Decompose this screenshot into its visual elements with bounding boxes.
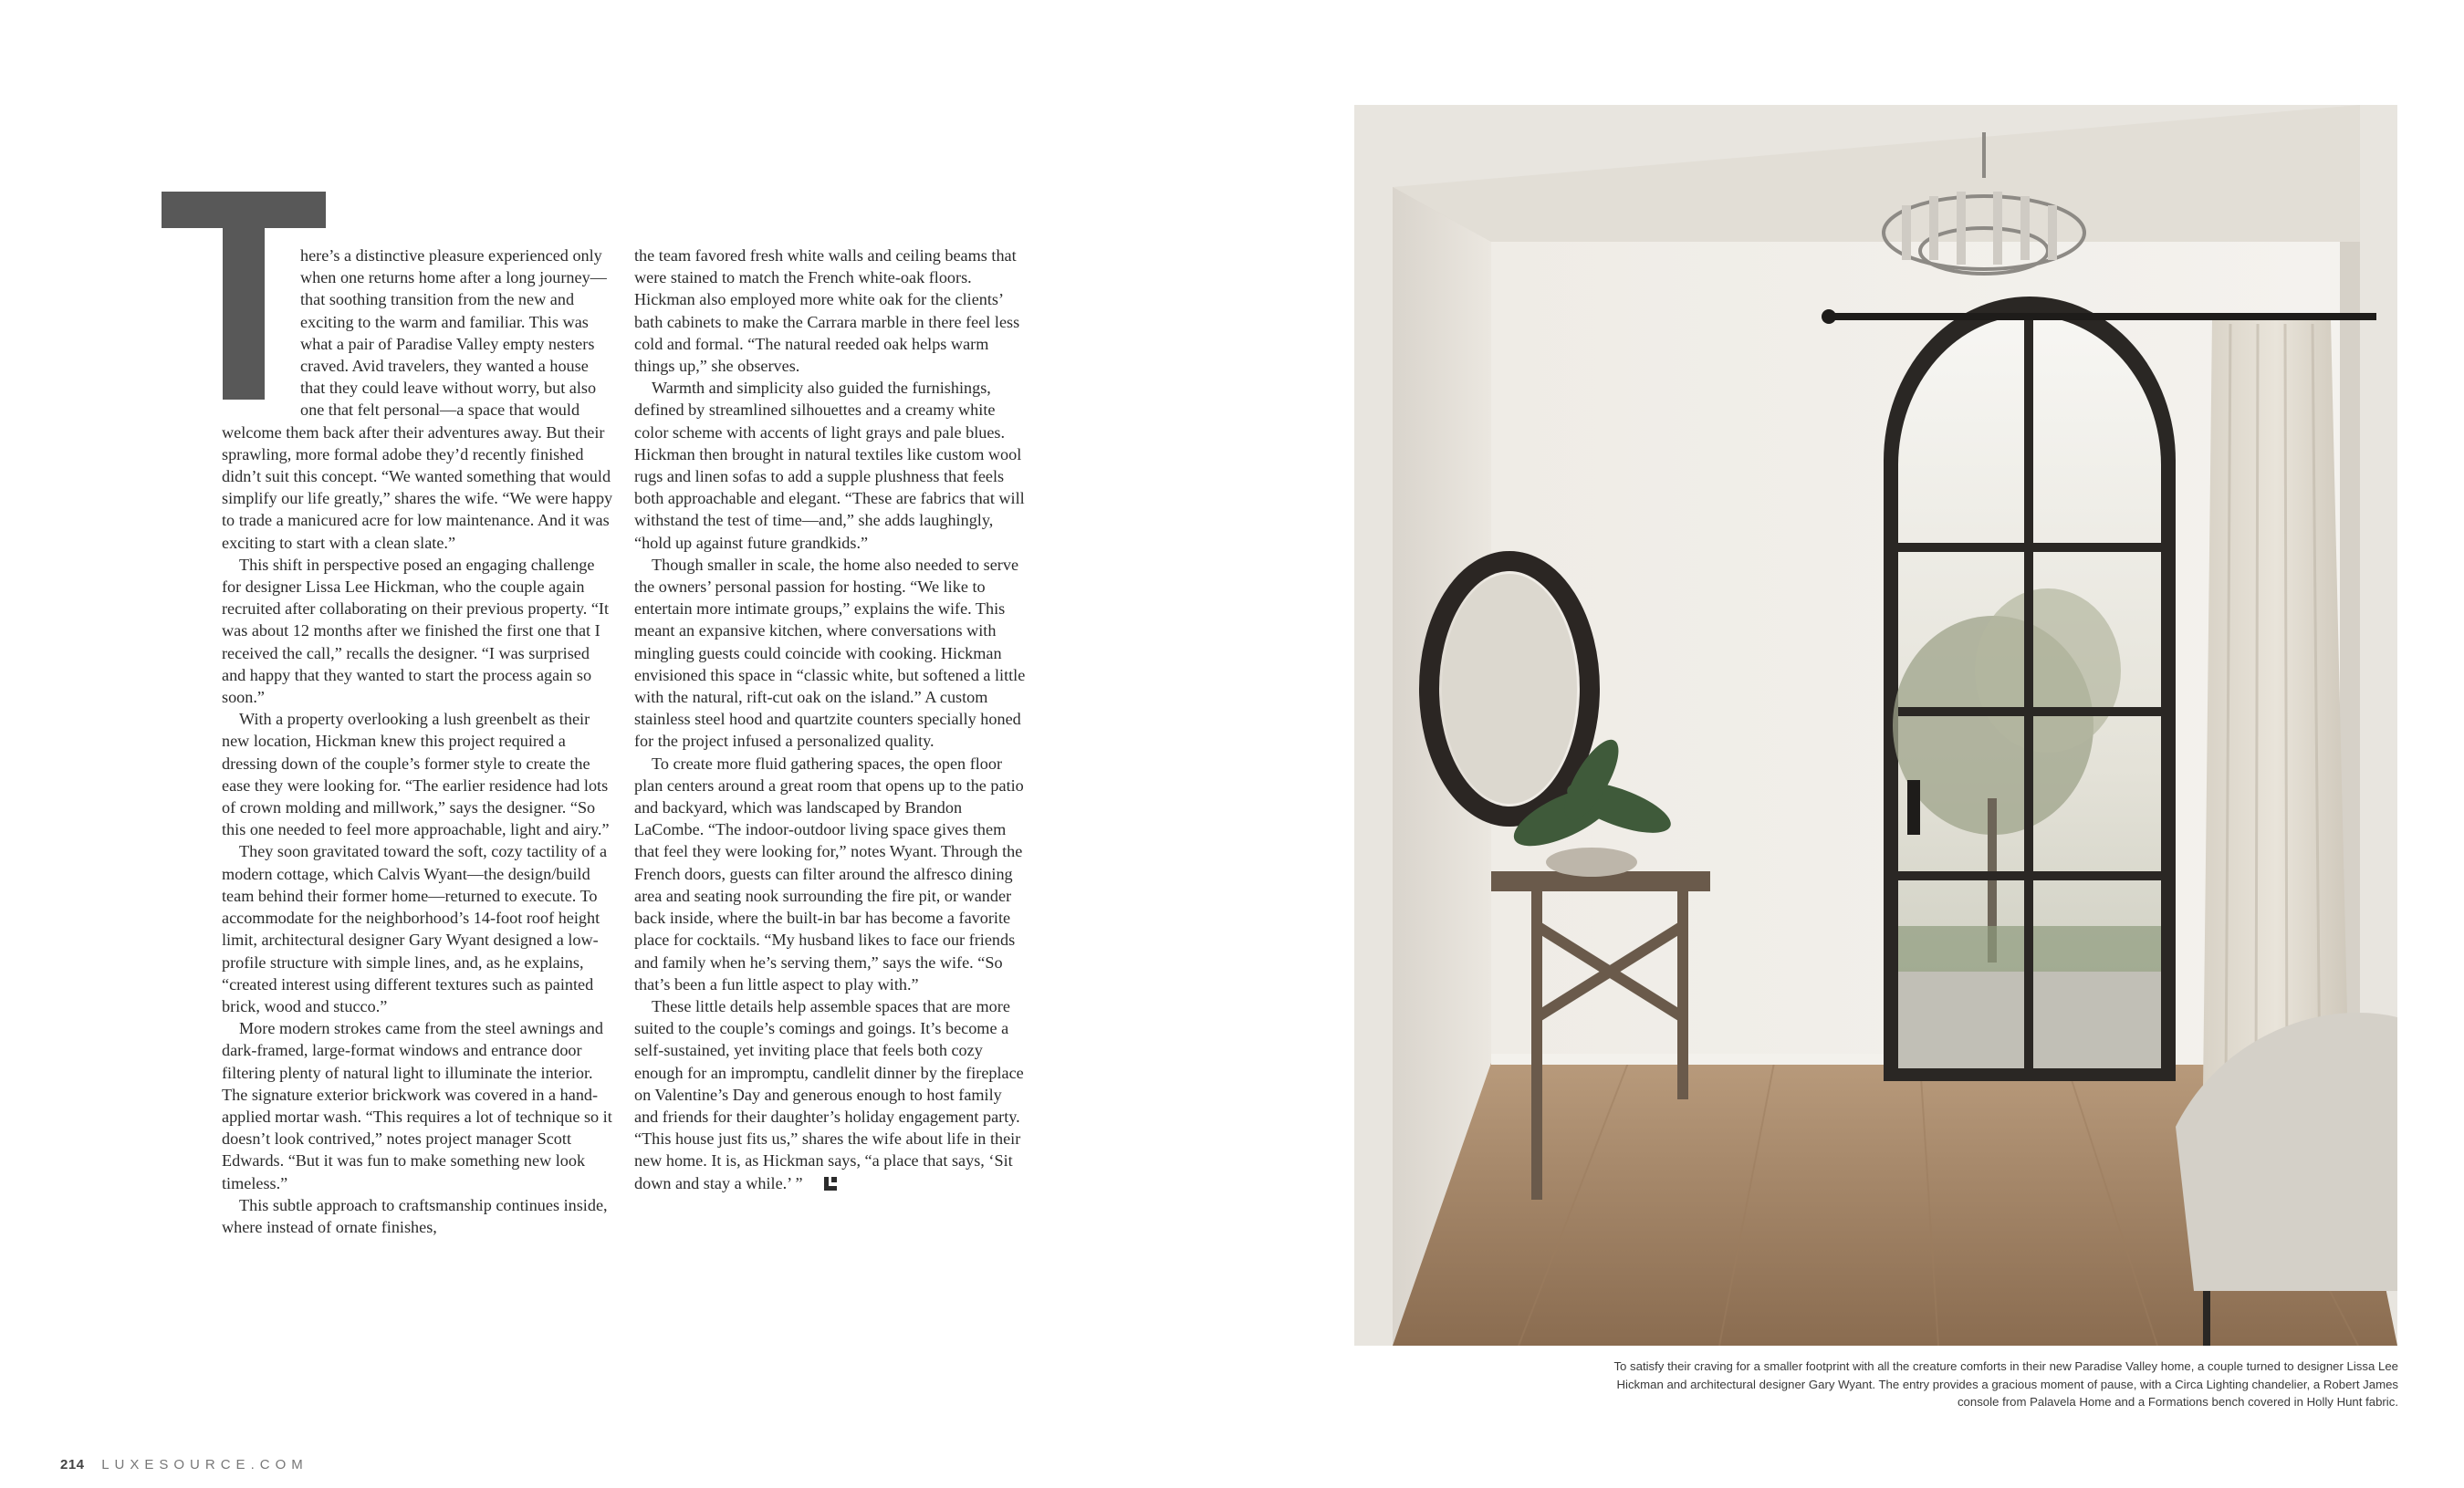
photo-caption: To satisfy their craving for a smaller footprint with all the creature comforts in their new Paradise Valley home, a couple turned to designer Lissa Lee Hickman and architectural designer Gary Wyant. The entry provides a gracious moment of pause, with a Circa Lighting chandelier, a Robert James console from Palavela Home and a Formations bench covered in Holly Hunt fabric.: [1613, 1359, 2398, 1409]
paragraph: here’s a distinctive pleasure experienced only when one returns home after a long journey—that soothing transition from the new and exciting to the warm and familiar. This was what a pair of Paradise Valley empty nesters craved. Avid travelers, they wanted a house that they could leave without worry, but also one that felt personal—a space that would welcome them back after their adventures away. But their sprawling, more formal adobe they’d recently finished didn’t suit this concept. “We wanted something that would simplify our life greatly,” shares the wife. “We were happy to trade a manicured acre for low maintenance. And it was exciting to start with a clean slate.”: [222, 246, 613, 552]
paragraph: They soon gravitated toward the soft, cozy tactility of a modern cottage, which Calvis Wyant—the design/build team behind their former home—returned to execute. To accommodate for the neighborhood’s 14-foot roof height limit, architectural designer Gary Wyant designed a low-profile structure with simple lines, and, as he explains, “created interest using different textures such as painted brick, wood and stucco.”: [222, 842, 608, 1015]
paragraph: This subtle approach to craftsmanship continues inside, where instead of ornate finishes,: [222, 1195, 608, 1236]
page-number: 214: [60, 1457, 85, 1472]
paragraph: With a property overlooking a lush greenbelt as their new location, Hickman knew this project required a dressing down of the couple’s former style to create the ease they were looking for. “The earlier residence had lots of crown molding and millwork,” says the designer. “So this one needed to feel more approachable, light and airy.”: [222, 710, 610, 839]
paragraph: Warmth and simplicity also guided the furnishings, defined by streamlined silhouettes and a creamy white color scheme with accents of light grays and pale blues. Hickman then brought in natural textiles like custom wool rugs and linen sofas to add a supple plushness that feels both approachable and elegant. “These are fabrics that will withstand the test of time—and,” she adds laughingly, “hold up against future grandkids.”: [634, 379, 1025, 552]
article-column-1: [222, 245, 614, 1238]
entry-photo: [1354, 105, 2397, 1346]
paragraph: These little details help assemble spaces that are more suited to the couple’s comings and goings. It’s become a self-sustained, yet inviting place that feels both cozy enough for an impromptu, candlelit dinner by the fireplace on Valentine’s Day and generous enough to host family and friends for their daughter’s holiday engagement party. “This house just fits us,” shares the wife about life in their new home. It is, as Hickman says, “a place that says, ‘Sit down and stay a while.’ ”: [634, 996, 1024, 1192]
dropcap-wrap-space: [222, 241, 300, 414]
paragraph: the team favored fresh white walls and ceiling beams that were stained to match the French white-oak floors. Hickman also employed more white oak for the clients’ bath cabinets to make the Carrara marble in there feel less cold and formal. “The natural reeded oak helps warm things up,” she observes.: [634, 246, 1020, 376]
page-footer: [60, 1457, 308, 1472]
publication-brand: LUXESOURCE.COM: [101, 1457, 308, 1472]
paragraph: This shift in perspective posed an engaging challenge for designer Lissa Lee Hickman, who the couple again recruited after collaborating on their previous property. “It was about 12 months after we finished the first one that I received the call,” recalls the designer. “I was surprised and happy that they wanted to start the process again so soon.”: [222, 555, 610, 707]
end-of-article-icon: [807, 1174, 820, 1188]
article-column-2: [634, 245, 1027, 1194]
paragraph: Though smaller in scale, the home also needed to serve the owners’ personal passion for hosting. “We like to entertain more intimate groups,” explains the wife. This meant an expansive kitchen, where conversations with mingling guests could coincide with cooking. Hickman envisioned this space in “classic white, but softened a little with the natural, rift-cut oak on the island.” A custom stainless steel hood and quartzite counters specially honed for the project infused a personalized quality.: [634, 555, 1026, 751]
paragraph: More modern strokes came from the steel awnings and dark-framed, large-format windows and entrance door filtering plenty of natural light to illuminate the interior. The signature exterior brickwork was covered in a hand-applied mortar wash. “This requires a lot of technique so it doesn’t look contrived,” notes project manager Scott Edwards. “But it was fun to make something new look timeless.”: [222, 1019, 612, 1192]
paragraph: To create more fluid gathering spaces, the open floor plan centers around a great room that opens up to the patio and backyard, which was landscaped by Brandon LaCombe. “The indoor-outdoor living space gives them that feel they were looking for,” notes Wyant. Through the French doors, guests can filter around the alfresco dining area and seating nook surrounding the fire pit, or wander back inside, where the built-in bar has become a favorite place for cocktails. “My husband likes to face our friends and family when he’s serving them,” says the wife. “So that’s been a fun little aspect to play with.”: [634, 754, 1024, 994]
